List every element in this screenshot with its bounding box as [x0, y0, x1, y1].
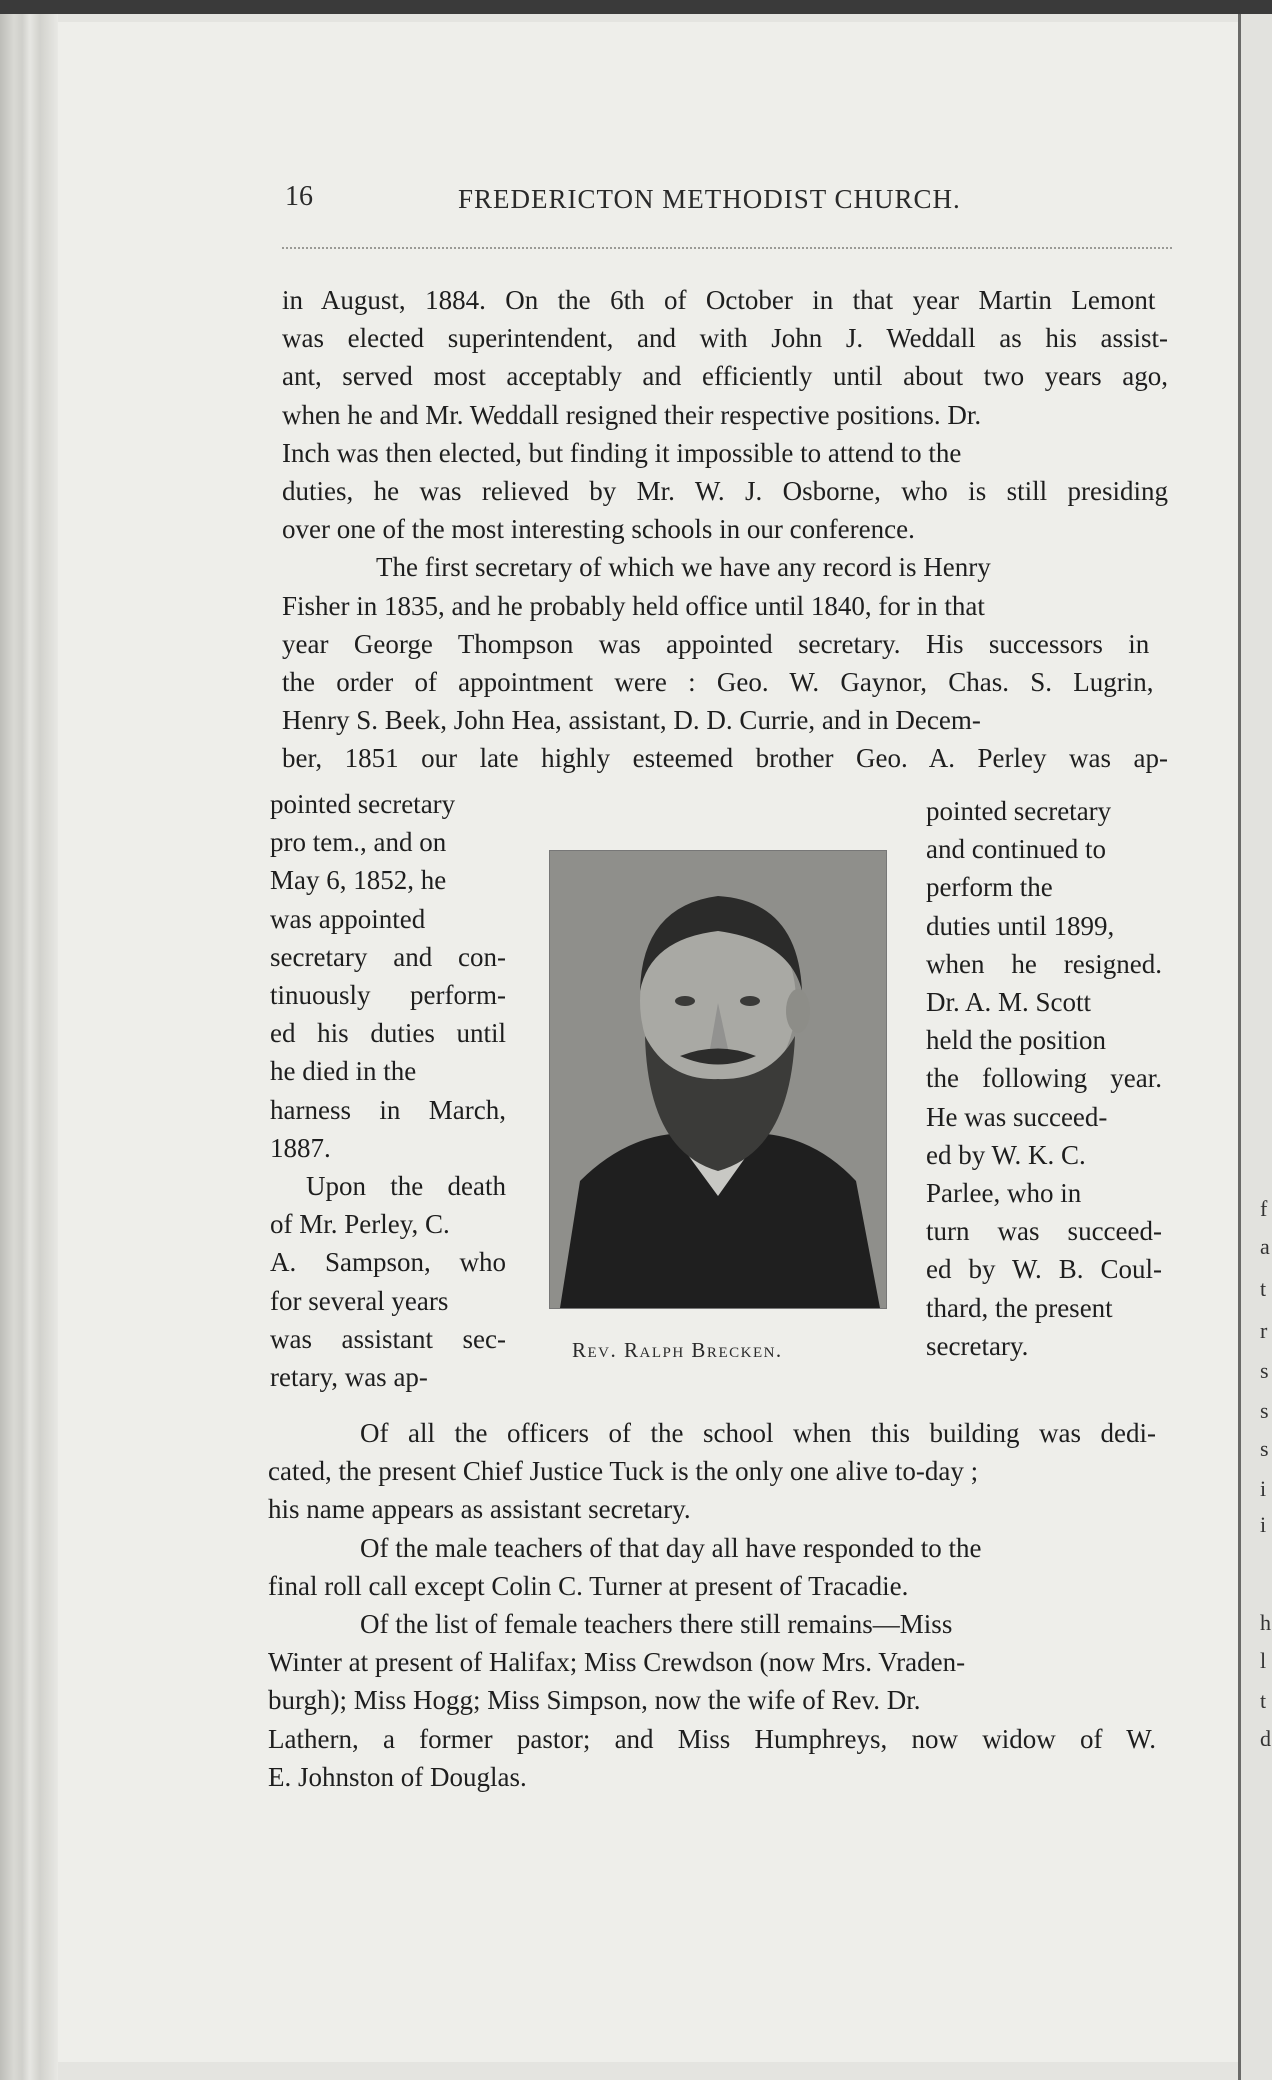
portrait-photo [549, 850, 887, 1309]
text-line: retary, was ap- [270, 1362, 428, 1392]
text-line: over one of the most interesting schools in our conference. [282, 514, 915, 545]
text-line: cated, the present Chief Justice Tuck is the only one alive to-day ; [268, 1456, 979, 1487]
figure-caption: Rev. Ralph Brecken. [572, 1338, 783, 1362]
text-line: held the position [926, 1025, 1106, 1056]
text-line: Lathern, a former pastor; and Miss Humphreys, now widow of W. [268, 1723, 1156, 1754]
text-line: Fisher in 1835, and he probably held office until 1840, for in that [282, 590, 985, 621]
text-line: secretary and con- [270, 941, 506, 972]
text-line: duties until 1899, [926, 910, 1115, 941]
text-line: pointed secretary [270, 789, 456, 819]
book-page-edges [0, 14, 58, 2080]
text-line: final roll call except Colin C. Turner at present of Tracadie. [268, 1570, 909, 1601]
text-line: Of the male teachers of that day all have responded to the [360, 1532, 982, 1563]
text-line: Parlee, who in [926, 1178, 1082, 1208]
header-rule [282, 247, 1172, 249]
text-line: in August, 1884. On the 6th of October in that year Martin Lemont [282, 285, 1156, 315]
facing-page-fragment: l [1260, 1648, 1267, 1673]
page-number: 16 [285, 181, 313, 212]
text-line: ed by W. K. C. [926, 1139, 1086, 1170]
text-line: A. Sampson, who [270, 1247, 506, 1278]
text-line: pointed secretary [926, 796, 1112, 826]
text-line: the order of appointment were : Geo. W. Gaynor, Chas. S. Lugrin, [282, 667, 1154, 697]
facing-page-fragment: i [1260, 1512, 1267, 1537]
text-line: for several years [270, 1285, 449, 1316]
facing-page-fragment: r [1260, 1318, 1268, 1343]
text-line: Winter at present of Halifax; Miss Crewdson (now Mrs. Vraden- [268, 1647, 966, 1678]
text-line: was elected superintendent, and with John J. Weddall as his assist- [282, 323, 1168, 354]
running-title: FREDERICTON METHODIST CHURCH. [458, 184, 961, 214]
text-line: Of the list of female teachers there still remains—Miss [360, 1609, 953, 1639]
text-line: was appointed [270, 903, 426, 934]
text-line: and continued to [926, 834, 1106, 865]
text-line: Dr. A. M. Scott [926, 987, 1092, 1017]
text-line: burgh); Miss Hogg; Miss Simpson, now the wife of Rev. Dr. [268, 1685, 921, 1716]
text-line: ed by W. B. Coul- [926, 1254, 1162, 1285]
facing-page-fragment: s [1260, 1358, 1269, 1383]
text-line: of Mr. Perley, C. [270, 1209, 450, 1240]
text-line: perform the [926, 872, 1053, 903]
text-line: he died in the [270, 1056, 417, 1087]
text-line: turn was succeed- [926, 1216, 1162, 1247]
text-line: year George Thompson was appointed secretary. His successors in [282, 628, 1150, 659]
text-line: Henry S. Beek, John Hea, assistant, D. D. Currie, and in Decem- [282, 705, 981, 736]
text-line: his name appears as assistant secretary. [268, 1494, 691, 1525]
text-line: May 6, 1852, he [270, 865, 447, 896]
text-line: duties, he was relieved by Mr. W. J. Osborne, who is still presiding [282, 476, 1168, 506]
text-line: E. Johnston of Douglas. [268, 1761, 527, 1792]
facing-page-fragment: a [1260, 1234, 1270, 1259]
text-line: harness in March, [270, 1094, 506, 1125]
text-line: when he resigned. [926, 948, 1162, 979]
facing-page-fragment: t [1260, 1276, 1267, 1301]
text-line: ant, served most acceptably and efficiently until about two years ago, [282, 361, 1168, 392]
text-line: ber, 1851 our late highly esteemed brother Geo. A. Perley was ap- [282, 743, 1168, 774]
text-line: The first secretary of which we have any record is Henry [376, 552, 991, 583]
text-line: when he and Mr. Weddall resigned their respective positions. Dr. [282, 399, 982, 430]
facing-page-fragment: s [1260, 1436, 1269, 1461]
text-line: tinuously perform- [270, 980, 506, 1010]
facing-page-fragment: t [1260, 1688, 1267, 1713]
portrait-photo-image [550, 851, 886, 1308]
text-line: He was succeed- [926, 1101, 1108, 1132]
facing-page-fragment: d [1260, 1726, 1271, 1751]
facing-page-fragment: h [1260, 1610, 1271, 1635]
text-line: Upon the death [306, 1171, 506, 1201]
text-line: ed his duties until [270, 1018, 506, 1049]
text-line: the following year. [926, 1063, 1162, 1094]
text-line: pro tem., and on [270, 827, 447, 858]
text-line: 1887. [270, 1132, 331, 1163]
facing-page-fragment: f [1260, 1196, 1268, 1221]
facing-page-edge [1238, 14, 1272, 2080]
text-line: was assistant sec- [270, 1323, 506, 1354]
text-line: thard, the present [926, 1292, 1113, 1323]
facing-page-fragment: s [1260, 1398, 1269, 1423]
scan-top-border [0, 0, 1272, 14]
text-line: secretary. [926, 1330, 1029, 1361]
text-line: Of all the officers of the school when this building was dedi- [360, 1418, 1156, 1448]
text-line: Inch was then elected, but finding it impossible to attend to the [282, 437, 962, 468]
facing-page-fragment: i [1260, 1476, 1267, 1501]
